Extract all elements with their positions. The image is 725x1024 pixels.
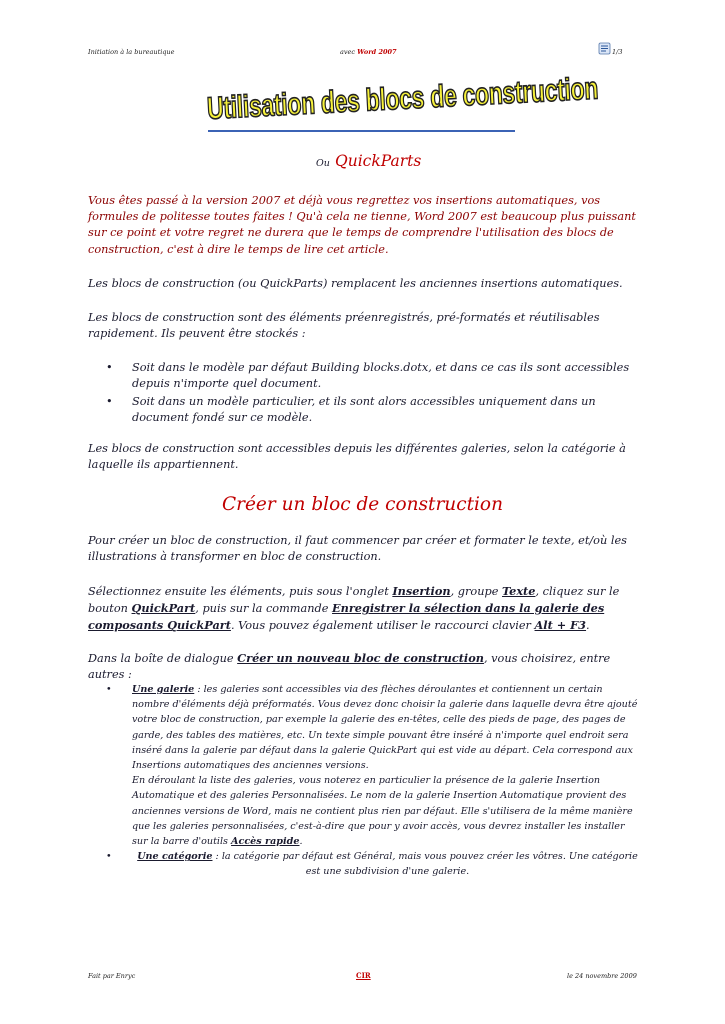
storage-item-2: Soit dans un modèle particulier, et ils sont alors accessibles uniquement dans un document fondé sur ce modèle.: [132, 395, 596, 424]
storage-item-1: Soit dans le modèle par défaut Building blocks.dotx, et dans ce cas ils sont accessibles depuis n'importe quel document.: [132, 361, 630, 390]
categorie-text: : la catégorie par défaut est Général, mais vous pouvez créer les vôtres. Une catégorie est une subdivision d'une galerie.: [212, 851, 638, 878]
subtitle-quickparts: QuickParts: [335, 152, 422, 170]
text-segment: , puis sur la commande: [195, 602, 333, 616]
paragraph-galleries: Les blocs de construction sont accessibles depuis les différentes galeries, selon la catégorie à laquelle ils appartiennent.: [88, 442, 626, 472]
dialog-name: Créer un nouveau bloc de construction: [237, 651, 484, 665]
subtitle-ou: Ou: [316, 158, 330, 169]
header-center-product: Word 2007: [357, 48, 397, 56]
subtitle: [316, 151, 421, 170]
text-segment: , vous choisirez, entre autres :: [88, 652, 611, 682]
title-underline: [208, 130, 515, 132]
text-segment: . Vous pouvez également utiliser le raccourci clavier: [230, 619, 535, 633]
text-segment: , groupe: [450, 585, 503, 598]
save-selection-command-label: Enregistrer la sélection dans la galerie des composants QuickPart: [88, 601, 605, 633]
footer-right: le 24 novembre 2009: [567, 972, 637, 980]
bullet-icon: •: [106, 395, 113, 408]
list-item: [88, 682, 643, 849]
list-item: [88, 394, 643, 426]
paragraph-dialog: [88, 650, 643, 683]
quickpart-button-label: QuickPart: [131, 601, 196, 616]
paragraph-select: [88, 583, 643, 635]
paragraph-replacement: Les blocs de construction (ou QuickParts) remplacent les anciennes insertions automatiques.: [88, 277, 623, 290]
acces-rapide-label: Accès rapide: [231, 836, 300, 848]
footer-center: CIR: [356, 971, 371, 980]
text-segment: Sélectionnez ensuite les éléments, puis sous l'onglet: [88, 585, 393, 598]
list-item: [88, 360, 643, 392]
options-list: [88, 682, 643, 880]
bullet-icon: •: [106, 684, 112, 695]
bullet-icon: •: [106, 851, 112, 863]
keyboard-shortcut: Alt + F3: [534, 618, 587, 633]
bullet-icon: •: [106, 361, 113, 374]
storage-list: [88, 360, 643, 426]
header-left: Initiation à la bureautique: [88, 48, 175, 56]
paragraph-storage: Les blocs de construction sont des éléments préenregistrés, pré-formatés et réutilisables rapidement. Ils peuvent être stockés :: [88, 311, 600, 341]
footer-left: Fait par Enryc: [88, 972, 136, 980]
header-center-prefix: avec: [340, 48, 356, 56]
texte-group-label: Texte: [502, 584, 536, 598]
page-number: 1/3: [612, 48, 623, 56]
header-center: [340, 48, 397, 56]
galerie-text: : les galeries sont accessibles via des flèches déroulantes et contiennent un certain nombre d'éléments déjà préformatés. Vous devez donc choisir la galerie dans laquelle devra être ajouté votre bloc de construction, par exemple la galerie des en-têtes, celle des pieds de page, des pages de garde, des tables des matières, etc. Un texte simple pouvant être inséré à n'importe quel endroit sera inséré dans la galerie par défaut dans la galerie QuickPart qui est vide au départ. Cela correspond aux Insertions automatiques des anciennes versions.: [132, 684, 638, 772]
galerie-label: Une galerie: [132, 684, 195, 695]
list-item: [88, 849, 643, 879]
text-segment: Dans la boîte de dialogue: [88, 652, 238, 665]
insertion-tab-label: Insertion: [392, 584, 451, 598]
section-heading: Créer un bloc de construction: [221, 494, 503, 515]
intro-paragraph: Vous êtes passé à la version 2007 et déjà vous regrettez vos insertions automatiques, vos formules de politesse toutes faites ! Qu'à cela ne tienne, Word 2007 est beaucoup plus puissant sur ce point et votre regret ne durera que le temps de comprendre l'utilisation des blocs de construction, c'est à dire le temps de lire cet article.: [88, 194, 636, 256]
text-segment: , cliquez sur le bouton: [88, 585, 620, 616]
categorie-label: Une catégorie: [137, 851, 213, 863]
text-segment: .: [586, 619, 590, 633]
text-segment: .: [299, 836, 303, 848]
page-title-text: Utilisation des blocs de construction: [206, 70, 599, 126]
galerie-text-2: En déroulant la liste des galeries, vous noterez en particulier la présence de la galerie Insertion Automatique et des galeries Personnalisées. Le nom de la galerie Insertion Automatique provient des anciennes versions de Word, mais ne contient plus rien par défaut. Elle s'utilisera de la même manière que les galeries personnalisées, c'est-à-dire que pour y avoir accès, vous devrez installer les installer sur la barre d'outils: [132, 775, 633, 848]
paragraph-create: Pour créer un bloc de construction, il faut commencer par créer et formater le texte, et/où les illustrations à transformer en bloc de construction.: [88, 534, 627, 564]
word-icon: [598, 40, 611, 53]
